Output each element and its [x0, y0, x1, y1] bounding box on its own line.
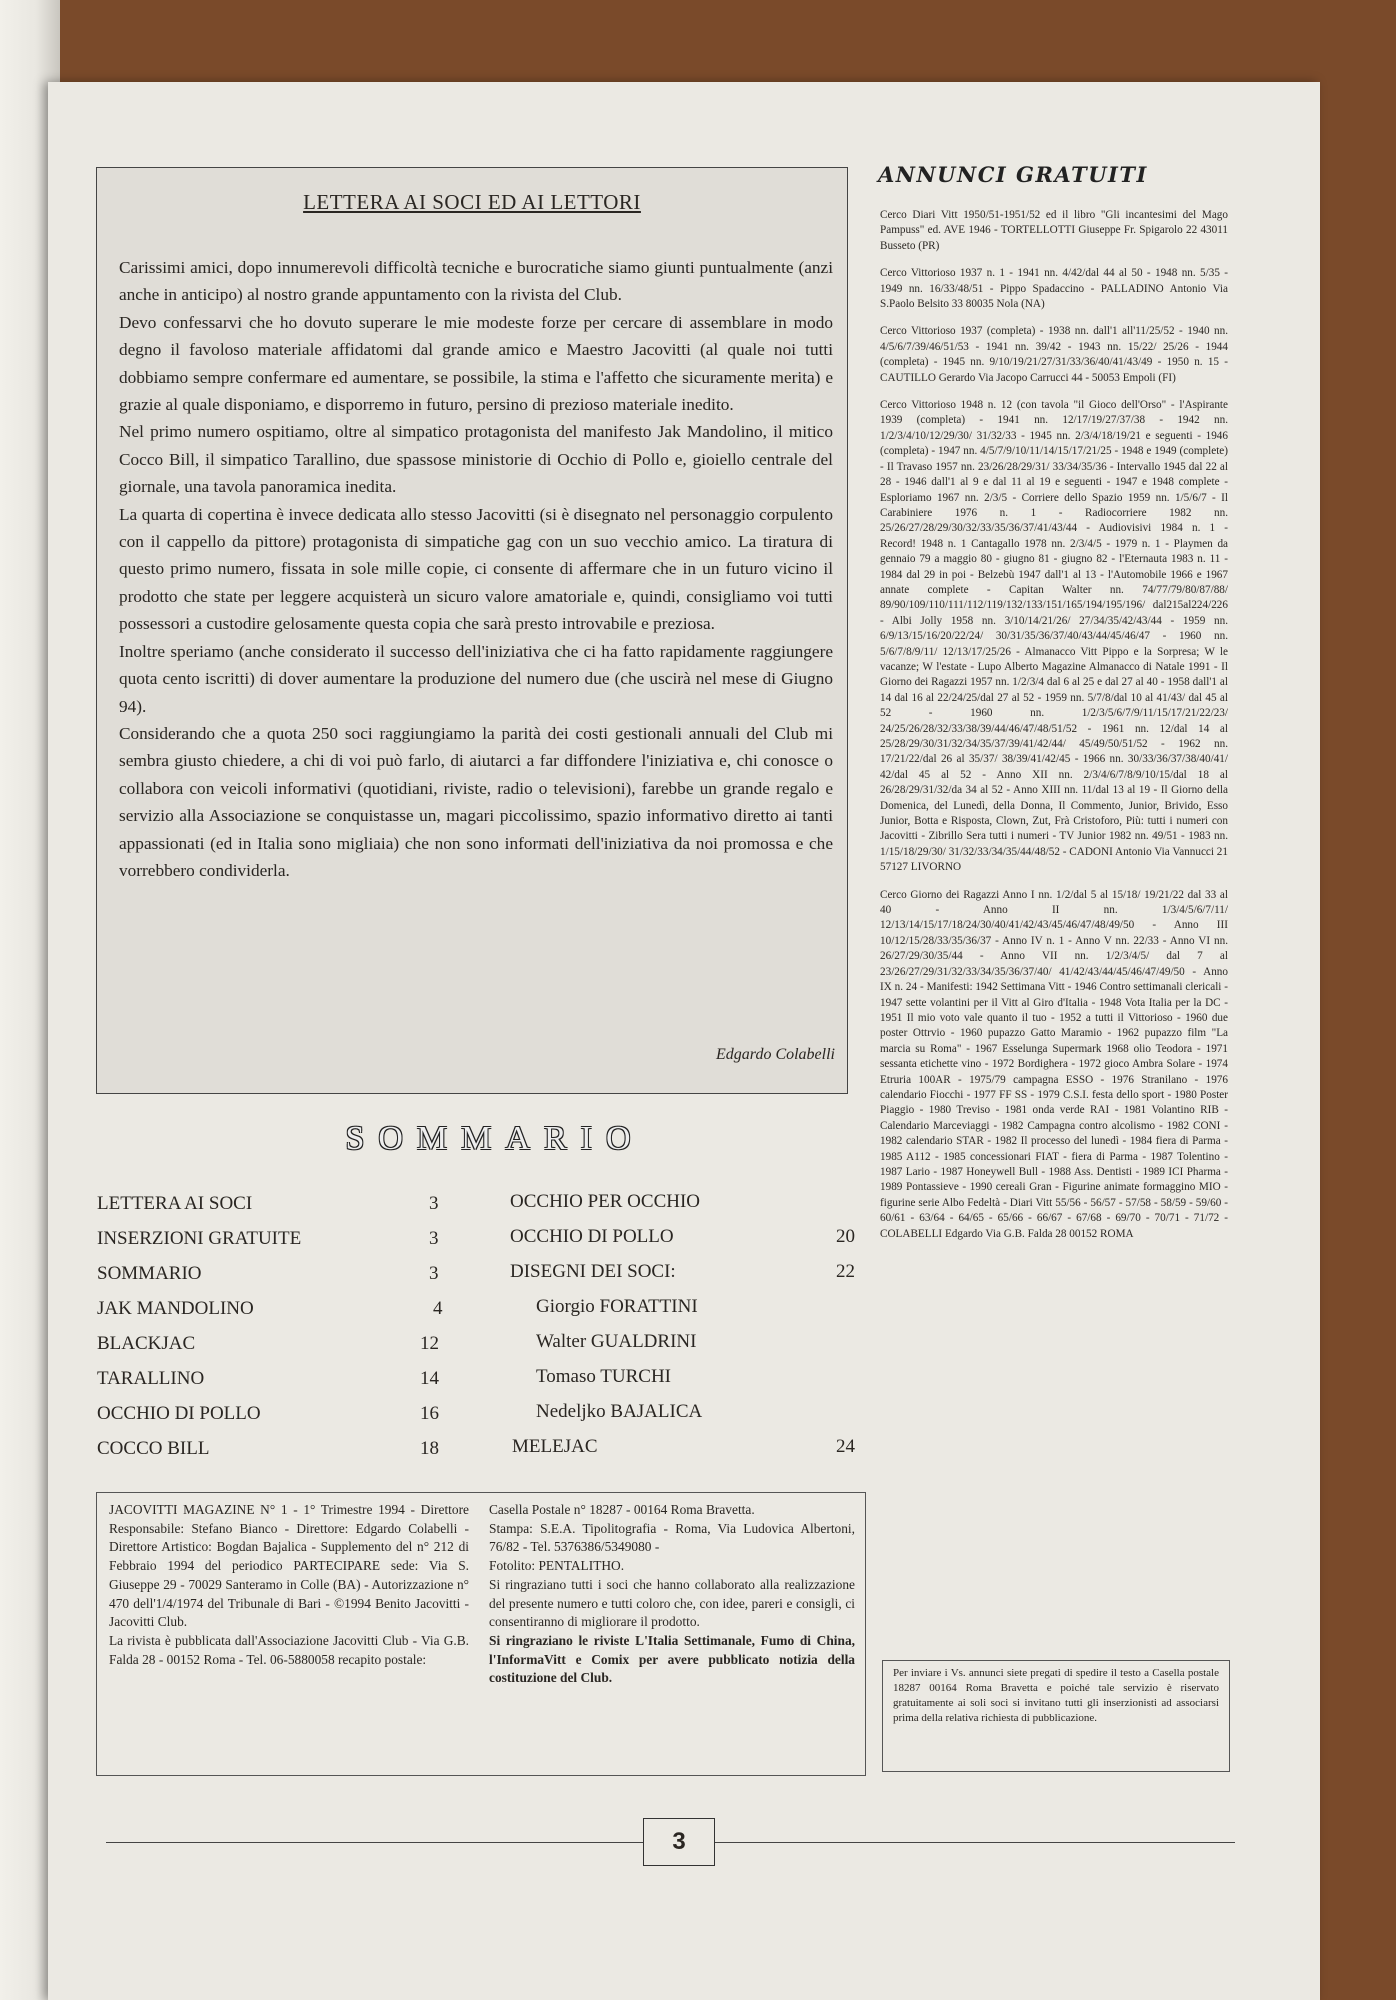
toc-label: MELEJAC: [512, 1436, 598, 1457]
ads-list: [880, 208, 1228, 1254]
toc-label: OCCHIO DI POLLO: [510, 1226, 674, 1247]
toc-page: 22: [836, 1261, 855, 1282]
toc-page: 3: [429, 1193, 439, 1214]
ad-item: Cerco Vittorioso 1937 n. 1 - 1941 nn. 4/42/dal 44 al 50 - 1948 nn. 5/35 - 1949 nn. 16/33/48/51 - Pippo Spadaccino - PALLADINO Antonio Via S.Paolo Belsito 33 80035 Nola (NA): [880, 267, 1228, 311]
letter-paragraph: Inoltre speriamo (anche considerato il successo dell'iniziativa che ci ha fatto rapidamente raggiungere quota cento iscritti) di dover aumentare la produzione del numero due (che uscirà nel mese di Giugno 94).: [119, 641, 833, 716]
toc-page: 4: [433, 1298, 443, 1319]
toc-label: DISEGNI DEI SOCI:: [510, 1261, 676, 1282]
toc-label: COCCO BILL: [97, 1438, 210, 1459]
toc-page: 3: [429, 1263, 439, 1284]
ad-item: Cerco Giorno dei Ragazzi Anno I nn. 1/2/dal 5 al 15/18/ 19/21/22 dal 33 al 40 - Anno II nn. 1/3/4/5/6/7/11/ 12/13/14/15/17/18/24/30/40/41/42/43/45/46/47/48/49/50 - Anno III 10/12/15/28/33/35/36/37 - Anno IV n. 1 - Anno V nn. 22/33 - Anno VI nn. 26/27/29/30/35/44 - Anno VII nn. 1/2/3/4/5/ dal 7 al 23/26/27/29/31/32/33/34/35/36/37/40/ 41/42/43/44/45/46/47/49/50 - Anno IX n. 24 - Manifesti: 1942 Settimana Vitt - 1946 Contro settimanali clericali - 1947 sette volantini per il Vitt al Giro d'Italia - 1948 Vota Italia per la DC - 1951 Il mio voto vale quanto il tuo - 1952 a tutti il Vittorioso - 1960 due poster Ottrvio - 1960 pupazzo Gatto Maramio - 1962 pupazzo film "La marcia su Roma" - 1967 Esselunga Supermark 1968 olio Teodora - 1971 sessanta etichette vino - 1972 Bordighera - 1972 gioco Ambra Solare - 1974 Etruria 100AR - 1975/79 campagna ESSO - 1976 Stranilano - 1976 calendario Fiocchi - 1977 FF SS - 1979 C.S.I. festa dello sport - 1980 Poster Piaggio - 1980 Treviso - 1981 onda verde RAI - 1981 Volantino RIB - Calendario Marceviaggi - 1982 Campagna contro alcolismo - 1982 CONI - 1982 calendario STAR - 1982 Il processo del lunedì - 1984 fiera di Parma - 1985 A112 - 1985 concessionari FIAT - fiera di Parma - 1987 Tolentino - 1987 Lario - 1987 Honeywell Bull - 1988 Ass. Dentisti - 1989 ICI Pharma - 1989 Pontassieve - 1990 cereali Gran - Figurine animate formaggino MIO - figurine serie Albo Fedeltà - Diari Vitt 55/56 - 56/57 - 57/58 - 58/59 - 59/60 - 60/61 - 63/64 - 64/65 - 65/66 - 66/67 - 67/68 - 69/70 - 70/71 - 71/72 - COLABELLI Edgardo Via G.B. Falda 28 00152 ROMA: [880, 888, 1228, 1240]
footer-rule-left: [106, 1842, 643, 1843]
imprint-text: Fotolito: PENTALITHO.: [489, 1558, 625, 1574]
imprint-column-right: [489, 1501, 855, 1688]
toc-label: Walter GUALDRINI: [536, 1331, 697, 1352]
toc-label: Tomaso TURCHI: [536, 1366, 672, 1387]
ads-title: ANNUNCI GRATUITI: [878, 162, 1148, 187]
toc-label: Nedeljko BAJALICA: [536, 1401, 703, 1422]
toc-label: SOMMARIO: [97, 1263, 202, 1284]
footer-rule-right: [715, 1842, 1235, 1843]
toc-label: INSERZIONI GRATUITE: [97, 1228, 302, 1249]
imprint-text: JACOVITTI MAGAZINE N° 1 - 1° Trimestre 1994 - Direttore Responsabile: Stefano Bianco - Direttore: Edgardo Colabelli - Direttore Artistico: Bogdan Bajalica - Supplemento del n° 212 di Febbraio 1994 del periodico PARTECIPARE sede: Via S. Giuseppe 29 - 70029 Santeramo in Colle (BA) - Autorizzazione n° 470 dell'1/4/1974 del Tribunale di Bari - ©1994 Benito Jacovitti - Jacovitti Club.: [109, 1502, 469, 1630]
page-number: 3: [643, 1818, 715, 1866]
toc-page: 14: [420, 1368, 439, 1389]
imprint-text: Casella Postale n° 18287 - 00164 Roma Bravetta.: [489, 1502, 755, 1517]
letter-paragraph: Carissimi amici, dopo innumerevoli difficoltà tecniche e burocratiche siamo giunti puntualmente (anzi anche in anticipo) al nostro grande appuntamento con la rivista del Club.: [119, 258, 833, 305]
imprint-box: [96, 1492, 866, 1776]
letter-paragraph: Devo confessarvi che ho dovuto superare le mie modeste forze per cercare di assemblare in modo degno il favoloso materiale affidatomi dal grande amico e Maestro Jacovitti (al quale noi tutti dobbiamo sempre confermare ed aumentare, se possibile, la stima e l'affetto che sicuramente merita) e grazie al quale disponiamo, e disporremo in futuro, persino di prezioso materiale inedito.: [119, 312, 833, 415]
letter-paragraph: La quarta di copertina è invece dedicata allo stesso Jacovitti (si è disegnato nel personaggio corpulento con il cappello da pittore) protagonista di simpatiche gag con un suo vecchio amico. La tiratura di questo primo numero, fissata in sole mille copie, ci consente di affermare che in un futuro vicino il prodotto che state per leggere acquisterà un sicuro valore amatoriale e, quindi, consigliamo voi tutti possessori a custodire gelosamente questa copia che sarà presto introvabile e preziosa.: [119, 504, 833, 634]
ad-item: Cerco Diari Vitt 1950/51-1951/52 ed il libro "Gli incantesimi del Mago Pampuss" ed. AVE 1946 - TORTELLOTTI Giuseppe Fr. Spigarolo 22 43011 Busseto (PR): [880, 209, 1228, 252]
toc-page: 20: [836, 1226, 855, 1247]
toc-page: 12: [420, 1333, 439, 1354]
toc-label: BLACKJAC: [97, 1333, 196, 1354]
sommario-title: SOMMARIO: [345, 1120, 645, 1157]
imprint-column-left: [109, 1501, 469, 1669]
imprint-text: Si ringraziano tutti i soci che hanno collaborato alla realizzazione del presente numero e tutti coloro che, con idee, pareri e consigli, ci consentiranno di migliorare il prodotto.: [489, 1576, 855, 1630]
letter-title: LETTERA AI SOCI ED AI LETTORI: [303, 190, 641, 214]
letter-paragraph: Nel primo numero ospitiamo, oltre al simpatico protagonista del manifesto Jak Mandolino, il mitico Cocco Bill, il simpatico Tarallino, due spassose ministorie di Occhio di Pollo e, gioiello centrale del giornale, una tavola panoramica inedita.: [119, 422, 833, 497]
imprint-text: Stampa: S.E.A. Tipolitografia - Roma, Via Ludovica Albertoni, 76/82 - Tel. 5376386/5349080 -: [489, 1520, 855, 1555]
letter-body: [119, 254, 833, 884]
toc-label: JAK MANDOLINO: [97, 1298, 254, 1319]
letter-signature: Edgardo Colabelli: [716, 1046, 835, 1063]
toc-label: Giorgio FORATTINI: [536, 1296, 698, 1317]
toc-label: LETTERA AI SOCI: [97, 1193, 253, 1214]
letter-paragraph: Considerando che a quota 250 soci raggiungiamo la parità dei costi gestionali annuali del Club mi sembra giusto chiedere, a chi di voi può farlo, di aiutarci a far diffondere l'iniziativa e, chi conosce o collabora con veicoli informativi (quotidiani, riviste, radio o televisioni), farebbe un grande regalo e servizio alla Associazione se conquistasse un, magari piccolissimo, spazio informativo diretto ai tanti appassionati (ed in Italia sono migliaia) che non sono informati dell'iniziativa da noi promossa e che vorrebbero condividerla.: [119, 723, 833, 880]
letter-box: [96, 167, 848, 1094]
imprint-thanks: Si ringraziano le riviste L'Italia Settimanale, Fumo di China, l'InformaVitt e Comix per avere pubblicato notizia della costituzione del Club.: [489, 1632, 855, 1686]
ads-notice: Per inviare i Vs. annunci siete pregati di spedire il testo a Casella postale 18287 00164 Roma Bravetta e poiché tale servizio è riservato gratuitamente ai soli soci si invitano tutti gli inserzionisti ad associarsi prima della relativa richiesta di pubblicazione.: [882, 1660, 1230, 1772]
toc-label: OCCHIO DI POLLO: [97, 1403, 261, 1424]
toc-label: OCCHIO PER OCCHIO: [510, 1191, 701, 1212]
ad-item: Cerco Vittorioso 1948 n. 12 (con tavola "il Gioco dell'Orso" - l'Aspirante 1939 (completa) - 1941 nn. 12/17/19/27/37/38 - 1942 nn. 1/2/3/4/10/12/29/30/ 31/32/33 - 1945 nn. 2/3/4/18/19/21 e seguenti - 1946 (completa) - 1947 nn. 4/5/7/9/10/11/14/15/17/21/25 - 1948 e 1949 (complete) - Il Travaso 1957 nn. 23/26/28/29/31/ 33/34/35/36 - Intervallo 1945 dal 22 al 28 - 1946 dall'1 al 9 e dal 11 al 19 e seguenti - 1947 e 1948 complete - Esploriamo 1967 nn. 2/3/5 - Corriere dello Spazio 1959 nn. 1/5/6/7 - Il Carabiniere 1976 n. 1 - Radiocorriere 1982 nn. 25/26/27/28/29/30/32/33/35/36/37/41/43/44 - Audiovisivi 1984 n. 1 - Record! 1948 n. 1 Cantagallo 1978 nn. 2/3/4/5 - 1979 n. 1 - Playmen da gennaio 79 a maggio 80 - giugno 81 - giugno 82 - l'Eternauta 1983 n. 11 - 1984 dal 29 in poi - Belzebù 1947 dall'1 al 13 - l'Automobile 1966 e 1967 annate complete - Capitan Walter nn. 74/77/79/80/87/88/ 89/90/109/110/111/112/119/132/133/151/165/194/195/196/ dal215al224/226 - Albi Jolly 1958 nn. 3/10/14/21/26/ 27/34/35/42/43/44 - 1959 nn. 6/9/13/15/16/20/22/24/ 30/31/35/36/37/40/43/44/45/46/47 - 1960 nn. 5/6/7/8/9/11/ 12/13/17/25/26 - Almanacco Vitt Pippo e la Sorpresa; W le vacanze; W l'estate - Lupo Alberto Magazine Almanacco di Natale 1991 - Il Giorno dei Ragazzi 1957 nn. 1/2/3/4 dal 6 al 25 e dal 27 al 40 - 1958 dall'1 al 14 dal 16 al 22/24/25/dal 27 al 52 - 1959 nn. 5/7/8/dal 10 al 41/43/ dal 45 al 52 - 1960 nn. 1/2/3/5/6/7/9/11/15/17/21/22/23/ 24/25/26/28/32/33/38/39/44/46/47/48/51/52 - 1961 nn. 12/dal 14 al 25/28/29/30/31/32/34/35/37/39/41/42/44/ 45/49/50/51/52 - 1962 nn. 17/21/22/dal 26 al 35/37/ 38/39/41/42/45 - 1966 nn. 30/33/36/37/38/40/41/ 42/dal 45 al 52 - Anno XII nn. 2/3/4/6/7/8/9/10/15/dal 18 al 26/28/29/31/32/da 34 al 52 - Anno XIII nn. 11/dal 13 al 19 - Il Giorno della Domenica, del Lunedì, della Donna, Il Commento, Junior, Brivido, Esso Junior, Botta e Risposta, Clown, Zut, Frà Cristoforo, Più: tutti i numeri con Jacovitti - Zibrillo Sera tutti i numeri - TV Junior 1982 nn. 49/51 - 1983 nn. 1/15/18/29/30/ 31/32/33/34/35/44/48/52 - CADONI Antonio Via Vannucci 21 57127 LIVORNO: [880, 399, 1228, 874]
toc-page: 24: [836, 1436, 855, 1457]
ad-item: Cerco Vittorioso 1937 (completa) - 1938 nn. dall'1 all'11/25/52 - 1940 nn. 4/5/6/7/39/46/51/53 - 1941 nn. 39/42 - 1943 nn. 15/22/ 25/26 - 1944 (completa) - 1945 nn. 9/10/19/21/27/31/33/36/40/41/43/49 - 1950 n. 15 - CAUTILLO Gerardo Via Jacopo Carrucci 44 - 50053 Empoli (FI): [880, 325, 1228, 384]
toc-label: TARALLINO: [97, 1368, 205, 1389]
toc-page: 18: [420, 1438, 439, 1459]
toc-page: 16: [420, 1403, 439, 1424]
toc-page: 3: [429, 1228, 439, 1249]
imprint-text: La rivista è pubblicata dall'Associazione Jacovitti Club - Via G.B. Falda 28 - 00152 Roma - Tel. 06-5880058 recapito postale:: [109, 1632, 469, 1667]
